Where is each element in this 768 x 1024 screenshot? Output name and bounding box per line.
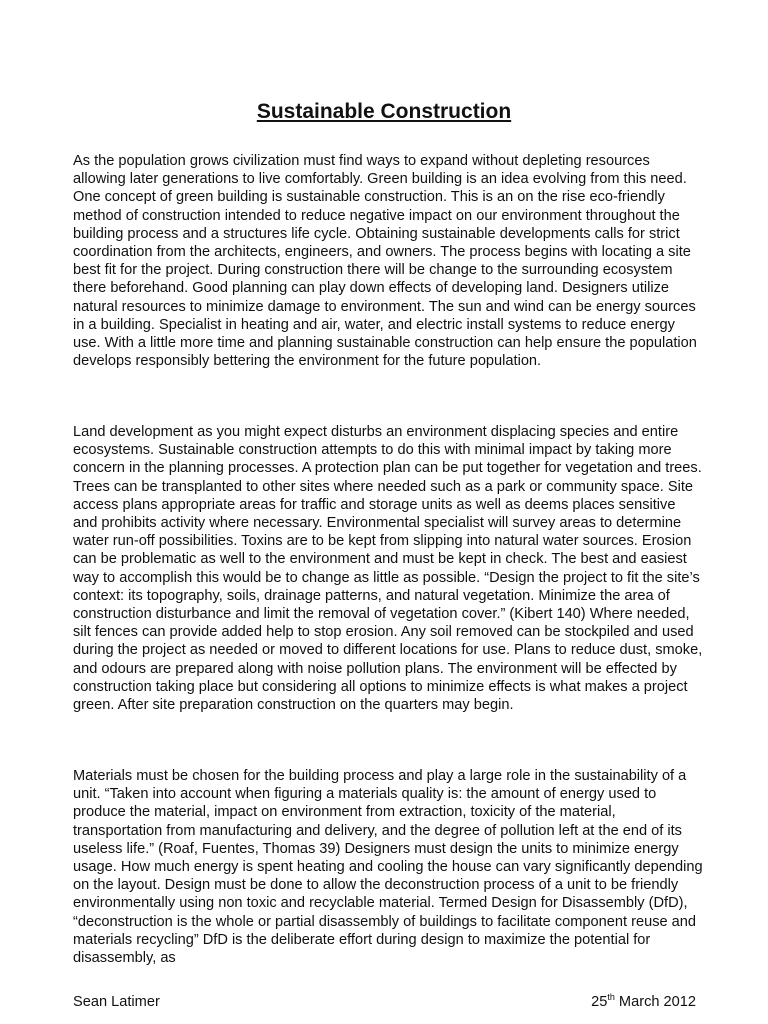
page-footer [73,994,696,1010]
document-title: Sustainable Construction [256,100,512,123]
paragraph-3: Materials must be chosen for the building process and play a large role in the sustainability of a unit. “Taken into account when figuring a materials quality is: the amount of energy used to produce the material, impact on environment from extraction, toxicity of the material, transportation from manufacturing and delivery, and the degree of pollution left at the end of its useless life.” (Roaf, Fuentes, Thomas 39) Designers must design the units to minimize energy usage. How much energy is spent heating and cooling the house can vary significantly depending on the layout. Design must be done to allow the deconstruction process of a unit to be friendly environmentally using non toxic and recyclable material. Termed Design for Disassembly (DfD), “deconstruction is the whole or partial disassembly of buildings to facilitate component reuse and materials recycling” DfD is the deliberate effort during design to maximize the potential for disassembly, as [73,768,703,967]
paragraph-2: Land development as you might expect disturbs an environment displacing species and entire ecosystems. Sustainable construction attempts to do this with minimal impact by taking more concern in the planning processes. A protection plan can be put together for vegetation and trees. Trees can be transplanted to other sites where needed such as a park or community space. Site access plans appropriate areas for traffic and storage units as well as deems places sensitive and prohibits activity where necessary. Environmental specialist will survey areas to determine water run-off possibilities. Toxins are to be kept from slipping into natural water sources. Erosion can be problematic as well to the environment and must be kept in check. The best and easiest way to accomplish this would be to change as little as possible. “Design the project to fit the site’s context: its topography, soils, drainage patterns, and natural vegetation. Minimize the area of construction disturbance and limit the removal of vegetation cover.” (Kibert 140) Where needed, silt fences can provide added help to stop erosion. Any soil removed can be stockpiled and used during the project as needed or moved to different locations for use. Plans to reduce dust, smoke, and odours are prepared along with noise pollution plans. The environment will be effected by construction taking place but considering all options to minimize effects is what makes a project green. After site preparation construction on the quarters may begin. [73,424,703,714]
footer-author: Sean Latimer [73,994,160,1010]
paragraph-1: As the population grows civilization must find ways to expand without depleting resources allowing later generations to live comfortably. Green building is an idea evolving from this need. One concept of green building is sustainable construction. This is an on the rise eco-friendly method of construction intended to reduce negative impact on our environment throughout the building process and a structures life cycle. Obtaining sustainable developments calls for strict coordination from the architects, engineers, and owners. The process begins with locating a site best fit for the project. During construction there will be change to the surrounding ecosystem there beforehand. Good planning can play down effects of developing land. Designers utilize natural resources to minimize damage to environment. The sun and wind can be energy sources in a building. Specialist in heating and air, water, and electric install systems to reduce energy use. With a little more time and planning sustainable construction can help ensure the population develops responsibly bettering the environment for the future population. [73,153,697,370]
footer-date-suffix: th [607,992,615,1003]
footer-date-rest: March 2012 [614,994,696,1010]
footer-date [591,994,696,1010]
footer-date-day: 25 [591,994,608,1010]
